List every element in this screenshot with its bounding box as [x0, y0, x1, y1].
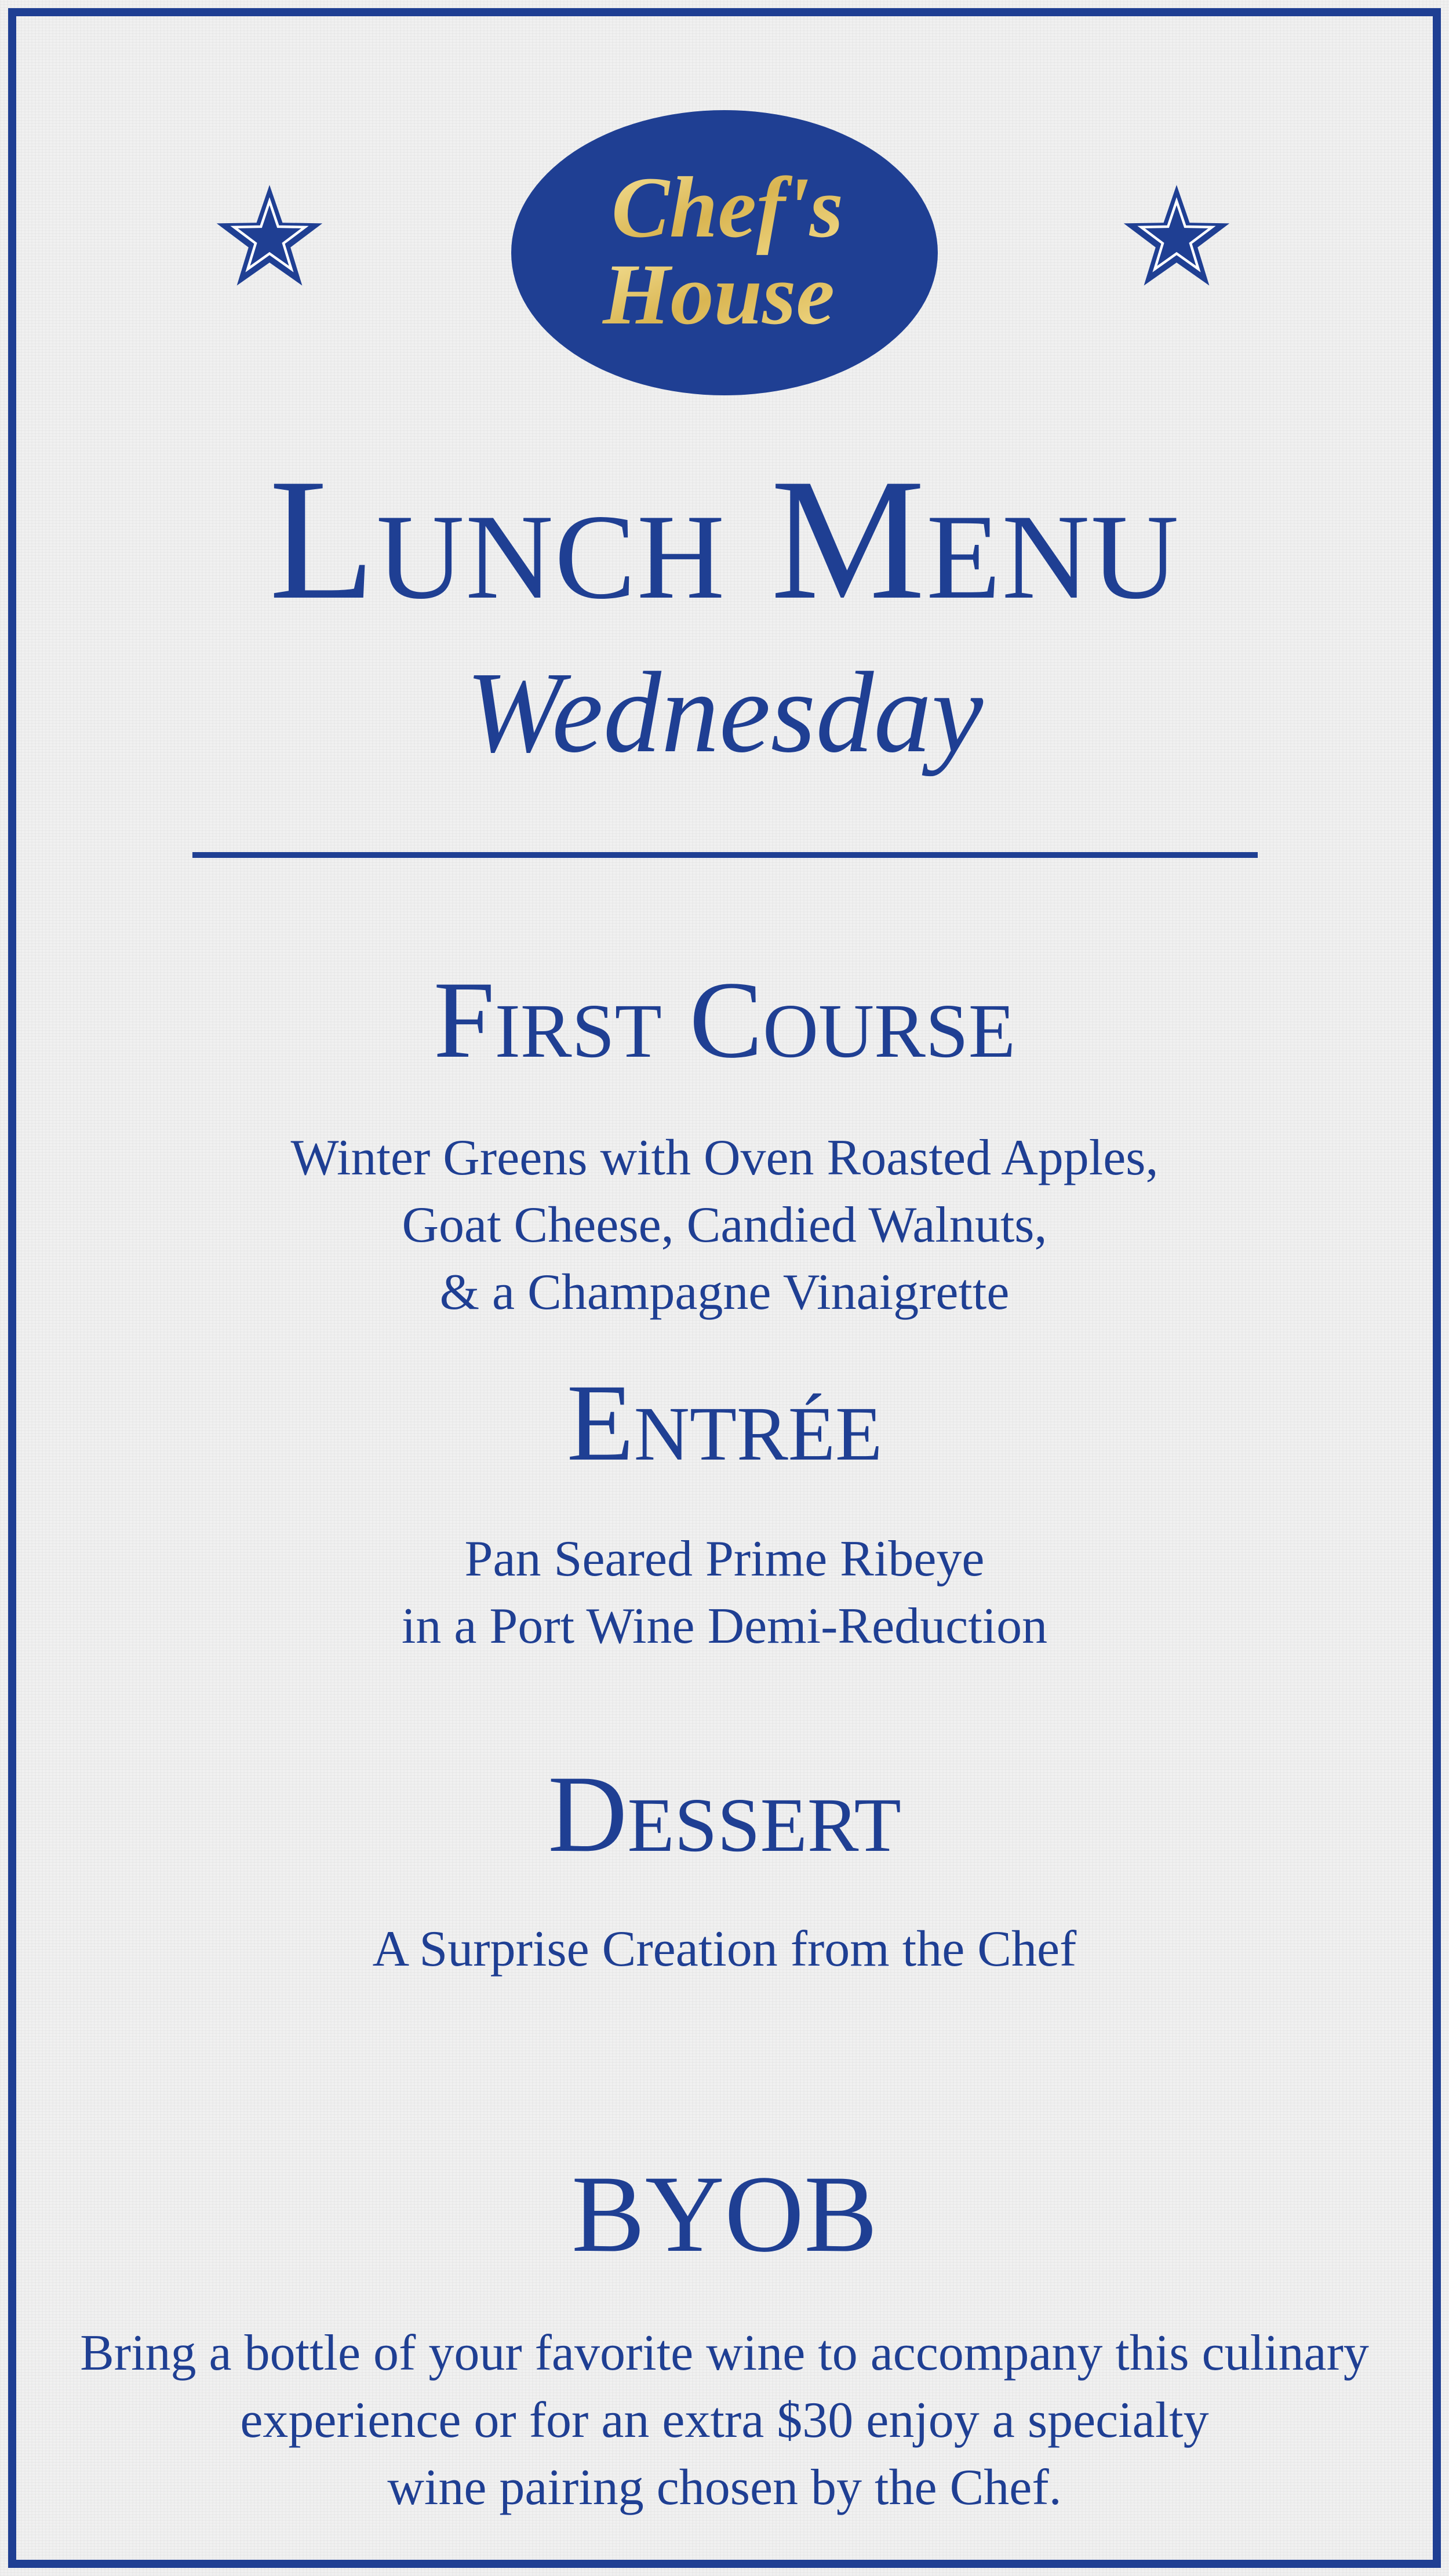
first-course-description [0, 1125, 1449, 1326]
first-course-line: Winter Greens with Oven Roasted Apples, [290, 1130, 1159, 1186]
logo-text-line1: Chef's [611, 159, 844, 256]
dessert-description [0, 1916, 1449, 1983]
entree-line: Pan Seared Prime Ribeye [464, 1531, 985, 1587]
first-course-line: Goat Cheese, Candied Walnuts, [402, 1197, 1047, 1253]
entree-line: in a Port Wine Demi-Reduction [401, 1598, 1048, 1654]
byob-line: Bring a bottle of your favorite wine to accompany this culinary [80, 2325, 1369, 2381]
header-divider [192, 852, 1258, 858]
dessert-heading: Dessert [548, 1753, 901, 1875]
entree-description [0, 1526, 1449, 1660]
dessert-line: A Surprise Creation from the Chef [372, 1921, 1077, 1977]
first-course-line: & a Champagne Vinaigrette [439, 1264, 1010, 1320]
star-icon [1119, 183, 1235, 299]
star-icon [212, 183, 327, 299]
byob-description [58, 2320, 1391, 2522]
byob-line: experience or for an extra $30 enjoy a specialty [240, 2392, 1209, 2448]
menu-title: Lunch Menu [269, 443, 1180, 635]
menu-day: Wednesday [465, 649, 984, 777]
byob-heading: BYOB [571, 2153, 878, 2275]
first-course-heading: First Course [433, 959, 1016, 1081]
chefs-house-logo [510, 109, 939, 396]
logo-text-line2: House [602, 246, 835, 343]
entree-heading: Entrée [566, 1362, 883, 1484]
byob-line: wine pairing chosen by the Chef. [387, 2459, 1062, 2516]
